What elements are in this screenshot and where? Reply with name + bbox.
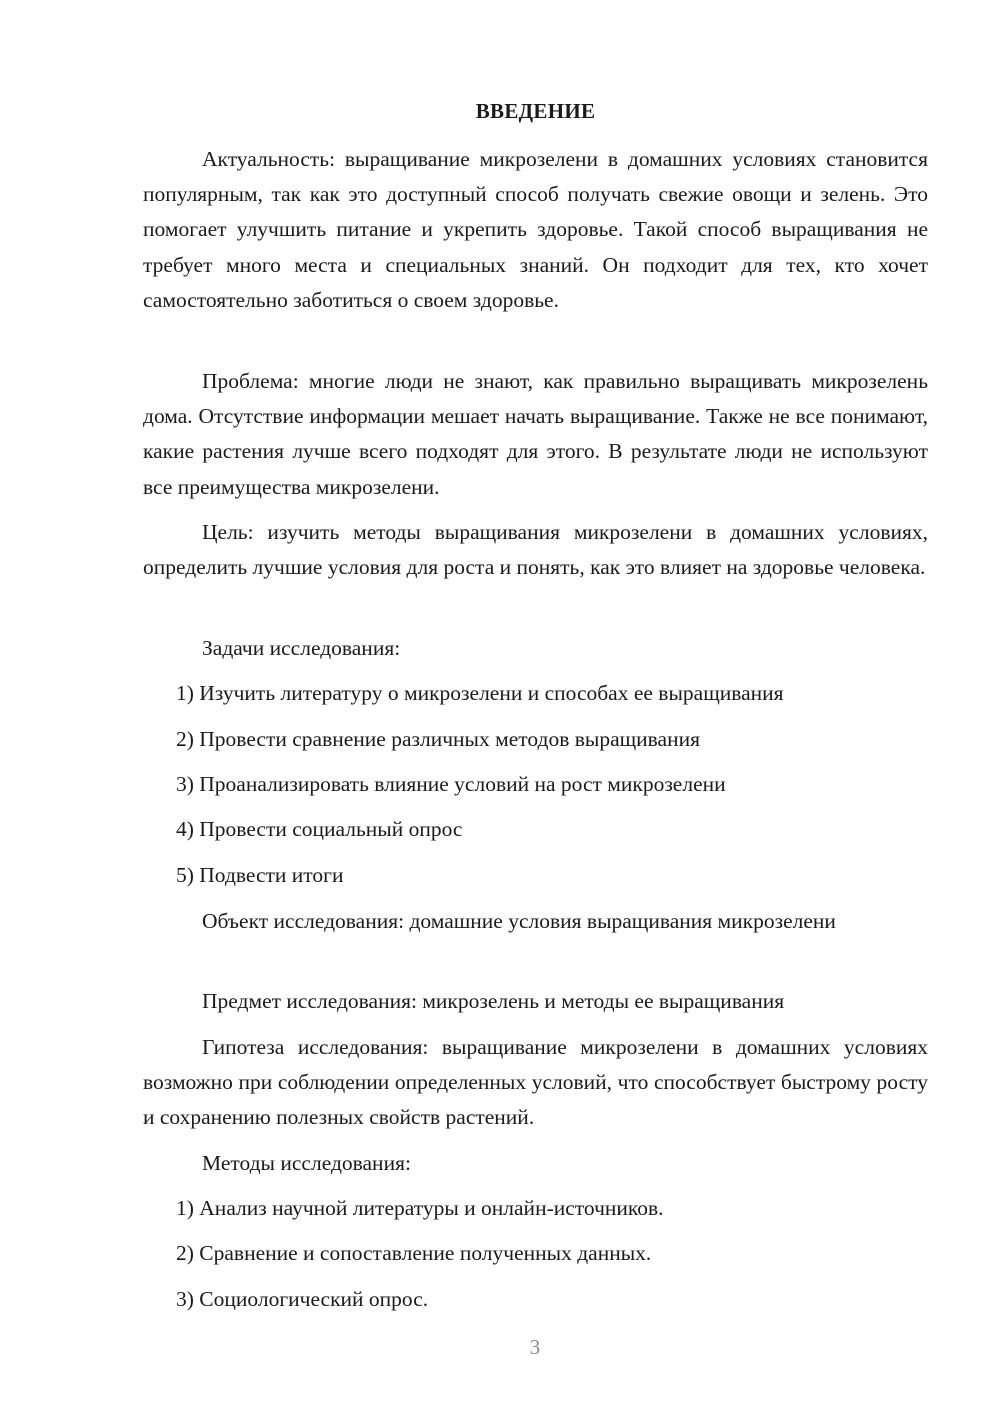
problem-paragraph: Проблема: многие люди не знают, как правильно выращивать микрозелень дома. Отсутствие информации мешает начать выращивание. Также не все понимают, какие растения лучше всего подходят для этого. В результате люди не используют все преимущества микрозелени. xyxy=(143,369,928,499)
method-item: 2) Сравнение и сопоставление полученных данных. xyxy=(176,1241,652,1265)
page-title: ВВЕДЕНИЕ xyxy=(475,99,596,123)
page-number: 3 xyxy=(529,1335,541,1359)
goal-paragraph: Цель: изучить методы выращивания микрозелени в домашних условиях, определить лучшие условия для роста и понять, как это влияет на здоровье человека. xyxy=(143,520,928,580)
methods-label: Методы исследования: xyxy=(202,1151,411,1175)
object-paragraph: Объект исследования: домашние условия выращивания микрозелени xyxy=(202,909,836,933)
task-item: 1) Изучить литературу о микрозелени и способах ее выращивания xyxy=(176,681,784,705)
method-item: 3) Социологический опрос. xyxy=(176,1287,429,1311)
task-item: 3) Проанализировать влияние условий на рост микрозелени xyxy=(176,772,726,796)
tasks-label: Задачи исследования: xyxy=(202,636,401,660)
hypothesis-paragraph: Гипотеза исследования: выращивание микрозелени в домашних условиях возможно при соблюдении определенных условий, что способствует быстрому росту и сохранению полезных свойств растений. xyxy=(143,1035,928,1130)
relevance-paragraph: Актуальность: выращивание микрозелени в домашних условиях становится популярным, так как это доступный способ получать свежие овощи и зелень. Это помогает улучшить питание и укрепить здоровье. Такой способ выращивания не требует много места и специальных знаний. Он подходит для тех, кто хочет самостоятельно заботиться о своем здоровье. xyxy=(143,147,928,312)
task-item: 2) Провести сравнение различных методов выращивания xyxy=(176,727,700,751)
task-item: 5) Подвести итоги xyxy=(176,863,344,887)
task-item: 4) Провести социальный опрос xyxy=(176,817,463,841)
method-item: 1) Анализ научной литературы и онлайн-источников. xyxy=(176,1196,664,1220)
subject-paragraph: Предмет исследования: микрозелень и методы ее выращивания xyxy=(202,989,785,1013)
